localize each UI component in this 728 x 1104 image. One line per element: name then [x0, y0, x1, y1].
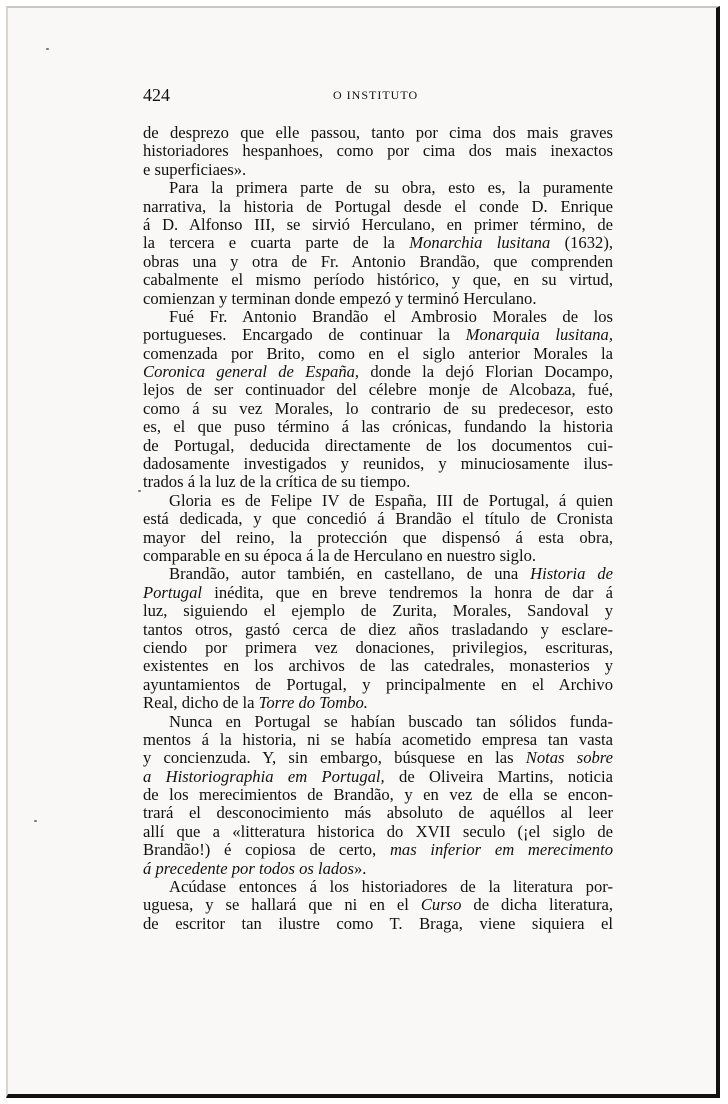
text-run: lejos de ser continuador del célebre monje de Alcobaza, fué,: [143, 380, 613, 400]
text-run: de los merecimientos de Brandão, y en vez de ella se encon-: [143, 785, 613, 805]
text-run: á D. Alfonso III, se sirvió Herculano, en primer término, de: [143, 214, 613, 234]
italic-title: á precedente por todos os lados: [143, 858, 354, 878]
text-run: uguesa, y se hallará que ni en el: [143, 895, 421, 915]
text-line: [143, 841, 613, 859]
text-line: [143, 584, 613, 602]
text-line: [143, 345, 613, 363]
text-run: Fué Fr. Antonio Brandão el Ambrosio Morales de los: [169, 306, 613, 326]
text-run: Real, dicho de la: [143, 693, 259, 713]
page-speck: [138, 490, 141, 492]
page-speck: [46, 48, 49, 50]
page-header: [143, 85, 613, 107]
text-line: [143, 418, 613, 436]
text-line: [143, 234, 613, 252]
text-run: inédita, que en breve tendremos la honra de dar á: [202, 582, 613, 602]
text-line: [143, 142, 613, 160]
text-line: [143, 492, 613, 510]
text-run: de escritor tan ilustre como T. Braga, viene siquiera el: [143, 913, 613, 933]
text-run: Para la primera parte de su obra, esto es, la puramente: [169, 178, 613, 198]
text-run: ciendo por primera vez donaciones, privilegios, escrituras,: [143, 637, 613, 657]
text-line: [143, 161, 613, 179]
text-run: Gloria es de Felipe IV de España, III de Portugal, á quien: [169, 490, 613, 510]
body-text: [143, 124, 613, 933]
text-line: [143, 639, 613, 657]
text-run: comparable en su época á la de Herculano en nuestro siglo.: [143, 545, 537, 565]
text-line: [143, 823, 613, 841]
text-run: donde la dejó Florian Docampo,: [359, 362, 613, 382]
italic-title: a Historiographia em Portugal,: [143, 766, 385, 786]
text-run: Brandão!) é copiosa de certo,: [143, 840, 390, 860]
text-line: [143, 915, 613, 933]
text-line: [143, 621, 613, 639]
text-line: [143, 878, 613, 896]
text-line: [143, 602, 613, 620]
text-run: existentes en los archivos de las catedrales, monasterios y: [143, 656, 613, 676]
text-run: es, el que puso término á las crónicas, fundando la historia: [143, 417, 613, 437]
text-run: obras una y otra de Fr. Antonio Brandão, que comprenden: [143, 251, 613, 271]
text-run: comenzada por Brito, como en el siglo anterior Morales la: [143, 343, 613, 363]
text-run: de Oliveira Martins, noticia: [384, 766, 613, 786]
text-line: [143, 768, 613, 786]
text-run: trados á la luz de la crítica de su tiempo.: [143, 472, 411, 492]
text-run: narrativa, la historia de Portugal desde el conde D. Enrique: [143, 196, 613, 216]
text-line: [143, 694, 613, 712]
text-line: [143, 713, 613, 731]
text-line: [143, 510, 613, 528]
text-run: mayor del reino, la protección que dispensó á esta obra,: [143, 527, 613, 547]
text-run: como á su vez Morales, lo contrario de su predecesor, esto: [143, 398, 613, 418]
text-run: historiadores hespanhoes, como por cima dos mais inexactos: [143, 141, 613, 161]
text-line: [143, 565, 613, 583]
text-line: [143, 529, 613, 547]
text-line: [143, 381, 613, 399]
text-run: (1632),: [550, 233, 613, 253]
text-line: [143, 437, 613, 455]
text-run: de desprezo que elle passou, tanto por cima dos mais graves: [143, 123, 613, 142]
text-line: [143, 179, 613, 197]
text-run: cabalmente el mismo período histórico, y que, en su virtud,: [143, 270, 613, 290]
text-run: Nunca en Portugal se habían buscado tan sólidos funda-: [169, 711, 613, 731]
text-line: [143, 363, 613, 381]
text-run: Brandão, autor también, en castellano, de una: [169, 564, 531, 584]
text-line: [143, 804, 613, 822]
running-title: O INSTITUTO: [333, 88, 419, 102]
text-line: [143, 657, 613, 675]
text-line: [143, 308, 613, 326]
text-run: tantos otros, gastó cerca de diez años trasladando y esclare-: [143, 619, 613, 639]
text-run: de dicha literatura,: [461, 895, 613, 915]
italic-title: Monarchia lusitana: [409, 233, 551, 253]
text-line: [143, 749, 613, 767]
text-line: [143, 676, 613, 694]
italic-title: Historia de: [530, 564, 613, 584]
text-line: [143, 216, 613, 234]
text-line: [143, 455, 613, 473]
text-line: [143, 198, 613, 216]
text-run: ».: [353, 858, 367, 878]
text-run: allí que a «litteratura historica do XVII seculo (¡el siglo de: [143, 821, 613, 841]
page-speck: [34, 820, 37, 822]
text-line: [143, 547, 613, 565]
italic-title: Portugal: [143, 582, 203, 602]
text-line: [143, 253, 613, 271]
text-line: [143, 896, 613, 914]
italic-title: Curso: [420, 895, 462, 915]
italic-title: Notas sobre: [525, 748, 613, 768]
italic-title: Coronica general de España,: [143, 362, 360, 382]
text-run: dadosamente investigados y reunidos, y minuciosamente ilus-: [143, 454, 613, 474]
text-run: mentos á la historia, ni se había acometido empresa tan vasta: [143, 729, 613, 749]
italic-title: Monarquia lusitana,: [465, 325, 613, 345]
text-run: y concienzuda. Y, sin embargo, búsquese en las: [143, 748, 526, 768]
italic-title: mas inferior em merecimento: [389, 840, 613, 860]
text-run: de Portugal, deducida directamente de los documentos cui-: [143, 435, 613, 455]
text-line: [143, 786, 613, 804]
text-line: [143, 473, 613, 491]
text-line: [143, 271, 613, 289]
text-line: [143, 124, 613, 142]
page-number: 424: [143, 85, 170, 105]
text-run: portugueses. Encargado de continuar la: [143, 325, 466, 345]
italic-title: Torre do Tombo.: [258, 693, 368, 713]
text-line: [143, 860, 613, 878]
text-run: trará el desconocimiento más absoluto de aquéllos al leer: [143, 803, 613, 823]
text-run: la tercera e cuarta parte de la: [143, 233, 410, 253]
text-run: comienzan y terminan donde empezó y terminó Herculano.: [143, 288, 537, 308]
text-run: está dedicada, y que concedió á Brandão el título de Cronista: [143, 509, 613, 529]
text-line: [143, 290, 613, 308]
text-line: [143, 400, 613, 418]
text-line: [143, 731, 613, 749]
text-line: [143, 326, 613, 344]
text-run: ayuntamientos de Portugal, y principalmente en el Archivo: [143, 674, 613, 694]
text-run: e superficiaes».: [143, 159, 247, 179]
text-run: luz, siguiendo el ejemplo de Zurita, Morales, Sandoval y: [143, 601, 613, 621]
text-run: Acúdase entonces á los historiadores de la literatura por-: [169, 877, 613, 897]
